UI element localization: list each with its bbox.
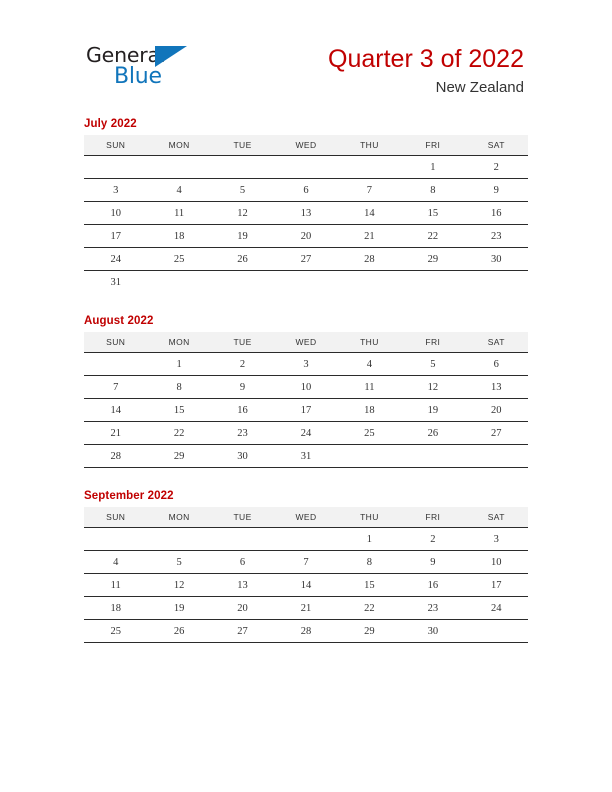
week-row (84, 528, 528, 551)
weekday-header-thu: THU (338, 507, 401, 528)
day-cell[interactable]: 3 (465, 528, 528, 551)
weekday-header-row (84, 332, 528, 353)
day-cell[interactable]: 19 (211, 225, 274, 248)
day-cell[interactable]: 4 (147, 179, 210, 202)
page-header (0, 0, 612, 110)
weekday-header-mon: MON (147, 507, 210, 528)
day-cell-empty (84, 156, 147, 179)
day-cell[interactable]: 26 (147, 620, 210, 643)
day-cell[interactable]: 20 (211, 597, 274, 620)
day-cell[interactable]: 22 (401, 225, 464, 248)
month-name-label: August 2022 (84, 315, 154, 327)
weekday-header-fri: FRI (401, 507, 464, 528)
week-row (84, 399, 528, 422)
day-cell[interactable]: 20 (465, 399, 528, 422)
month-block (84, 315, 528, 468)
day-cell[interactable]: 27 (274, 248, 337, 271)
day-cell[interactable]: 5 (147, 551, 210, 574)
month-list (84, 118, 528, 665)
week-row (84, 248, 528, 271)
day-cell[interactable]: 31 (84, 271, 147, 294)
day-cell[interactable]: 27 (211, 620, 274, 643)
week-row (84, 156, 528, 179)
day-cell[interactable]: 30 (465, 248, 528, 271)
day-cell[interactable]: 6 (211, 551, 274, 574)
day-cell[interactable]: 26 (211, 248, 274, 271)
day-cell[interactable]: 2 (465, 156, 528, 179)
month-calendar-table (84, 507, 528, 643)
day-cell-empty (147, 271, 210, 294)
day-cell[interactable]: 21 (84, 422, 147, 445)
day-cell[interactable]: 30 (401, 620, 464, 643)
day-cell[interactable]: 23 (211, 422, 274, 445)
week-row (84, 620, 528, 643)
day-cell[interactable]: 16 (211, 399, 274, 422)
day-cell-empty (84, 528, 147, 551)
day-cell-empty (147, 156, 210, 179)
day-cell[interactable]: 12 (401, 376, 464, 399)
weekday-header-sun: SUN (84, 332, 147, 353)
day-cell[interactable]: 8 (338, 551, 401, 574)
weekday-header-wed: WED (274, 135, 337, 156)
day-cell-empty (211, 271, 274, 294)
month-calendar-table (84, 135, 528, 293)
day-cell-empty (465, 271, 528, 294)
day-cell[interactable]: 10 (274, 376, 337, 399)
weekday-header-row (84, 135, 528, 156)
week-row (84, 225, 528, 248)
weekday-header-thu: THU (338, 135, 401, 156)
day-cell[interactable]: 24 (465, 597, 528, 620)
day-cell[interactable]: 23 (401, 597, 464, 620)
day-cell[interactable]: 19 (401, 399, 464, 422)
day-cell[interactable]: 25 (338, 422, 401, 445)
day-cell[interactable]: 25 (84, 620, 147, 643)
day-cell-empty (211, 528, 274, 551)
day-cell[interactable]: 16 (401, 574, 464, 597)
day-cell[interactable]: 1 (401, 156, 464, 179)
day-cell[interactable]: 15 (147, 399, 210, 422)
day-cell[interactable]: 17 (465, 574, 528, 597)
day-cell-empty (338, 271, 401, 294)
day-cell[interactable]: 4 (338, 353, 401, 376)
week-row (84, 353, 528, 376)
day-cell[interactable]: 29 (338, 620, 401, 643)
day-cell[interactable]: 21 (338, 225, 401, 248)
day-cell[interactable]: 18 (84, 597, 147, 620)
day-cell[interactable]: 6 (465, 353, 528, 376)
weekday-header-sun: SUN (84, 507, 147, 528)
day-cell[interactable]: 9 (211, 376, 274, 399)
day-cell[interactable]: 1 (338, 528, 401, 551)
day-cell[interactable]: 5 (401, 353, 464, 376)
day-cell[interactable]: 7 (84, 376, 147, 399)
day-cell[interactable]: 13 (211, 574, 274, 597)
day-cell[interactable]: 11 (147, 202, 210, 225)
day-cell[interactable]: 14 (84, 399, 147, 422)
weekday-header-fri: FRI (401, 332, 464, 353)
weekday-header-wed: WED (274, 507, 337, 528)
day-cell[interactable]: 1 (147, 353, 210, 376)
day-cell[interactable]: 18 (147, 225, 210, 248)
weekday-header-thu: THU (338, 332, 401, 353)
day-cell-empty (401, 445, 464, 468)
day-cell[interactable]: 10 (84, 202, 147, 225)
weekday-header-mon: MON (147, 135, 210, 156)
day-cell[interactable]: 12 (211, 202, 274, 225)
day-cell[interactable]: 28 (274, 620, 337, 643)
day-cell[interactable]: 8 (401, 179, 464, 202)
day-cell[interactable]: 5 (211, 179, 274, 202)
logo-text-blue: Blue (114, 64, 162, 89)
day-cell-empty (338, 156, 401, 179)
week-row (84, 551, 528, 574)
day-cell[interactable]: 19 (147, 597, 210, 620)
day-cell[interactable]: 13 (465, 376, 528, 399)
day-cell[interactable]: 22 (338, 597, 401, 620)
day-cell[interactable]: 11 (338, 376, 401, 399)
day-cell[interactable]: 30 (211, 445, 274, 468)
day-cell[interactable]: 9 (401, 551, 464, 574)
day-cell[interactable]: 7 (274, 551, 337, 574)
day-cell[interactable]: 14 (338, 202, 401, 225)
day-cell[interactable]: 29 (401, 248, 464, 271)
weekday-header-tue: TUE (211, 507, 274, 528)
day-cell-empty (274, 271, 337, 294)
day-cell[interactable]: 31 (274, 445, 337, 468)
day-cell[interactable]: 29 (147, 445, 210, 468)
day-cell-empty (465, 620, 528, 643)
day-cell[interactable]: 20 (274, 225, 337, 248)
week-row (84, 271, 528, 294)
day-cell[interactable]: 2 (401, 528, 464, 551)
weekday-header-sun: SUN (84, 135, 147, 156)
day-cell[interactable]: 15 (401, 202, 464, 225)
day-cell[interactable]: 27 (465, 422, 528, 445)
weekday-header-wed: WED (274, 332, 337, 353)
day-cell-empty (465, 445, 528, 468)
page-title: Quarter 3 of 2022 (328, 45, 524, 73)
day-cell[interactable]: 7 (338, 179, 401, 202)
month-block (84, 490, 528, 643)
weekday-header-sat: SAT (465, 135, 528, 156)
day-cell[interactable]: 28 (84, 445, 147, 468)
day-cell[interactable]: 24 (274, 422, 337, 445)
weekday-header-tue: TUE (211, 332, 274, 353)
day-cell[interactable]: 8 (147, 376, 210, 399)
day-cell[interactable]: 23 (465, 225, 528, 248)
day-cell[interactable]: 26 (401, 422, 464, 445)
day-cell-empty (338, 445, 401, 468)
day-cell[interactable]: 18 (338, 399, 401, 422)
day-cell[interactable]: 25 (147, 248, 210, 271)
weekday-header-fri: FRI (401, 135, 464, 156)
month-block (84, 118, 528, 293)
day-cell[interactable]: 12 (147, 574, 210, 597)
weekday-header-tue: TUE (211, 135, 274, 156)
day-cell[interactable]: 17 (84, 225, 147, 248)
day-cell-empty (274, 156, 337, 179)
day-cell[interactable]: 22 (147, 422, 210, 445)
day-cell[interactable]: 21 (274, 597, 337, 620)
day-cell[interactable]: 6 (274, 179, 337, 202)
day-cell[interactable]: 3 (274, 353, 337, 376)
day-cell[interactable]: 14 (274, 574, 337, 597)
day-cell-empty (84, 353, 147, 376)
week-row (84, 597, 528, 620)
day-cell[interactable]: 11 (84, 574, 147, 597)
weekday-header-row (84, 507, 528, 528)
month-calendar-table (84, 332, 528, 468)
weekday-header-mon: MON (147, 332, 210, 353)
weekday-header-sat: SAT (465, 332, 528, 353)
day-cell[interactable]: 4 (84, 551, 147, 574)
day-cell[interactable]: 15 (338, 574, 401, 597)
day-cell[interactable]: 17 (274, 399, 337, 422)
day-cell[interactable]: 16 (465, 202, 528, 225)
week-row (84, 202, 528, 225)
week-row (84, 179, 528, 202)
day-cell[interactable]: 10 (465, 551, 528, 574)
day-cell[interactable]: 24 (84, 248, 147, 271)
month-name-label: July 2022 (84, 118, 137, 130)
day-cell-empty (211, 156, 274, 179)
general-blue-logo (86, 44, 206, 90)
day-cell[interactable]: 3 (84, 179, 147, 202)
title-block (328, 44, 524, 97)
day-cell-empty (147, 528, 210, 551)
day-cell[interactable]: 28 (338, 248, 401, 271)
week-row (84, 376, 528, 399)
week-row (84, 445, 528, 468)
day-cell-empty (274, 528, 337, 551)
day-cell-empty (401, 271, 464, 294)
day-cell[interactable]: 2 (211, 353, 274, 376)
week-row (84, 422, 528, 445)
day-cell[interactable]: 13 (274, 202, 337, 225)
day-cell[interactable]: 9 (465, 179, 528, 202)
week-row (84, 574, 528, 597)
region-subtitle: New Zealand (435, 79, 524, 96)
month-name-label: September 2022 (84, 490, 174, 502)
logo-text-general: General (86, 43, 166, 67)
weekday-header-sat: SAT (465, 507, 528, 528)
